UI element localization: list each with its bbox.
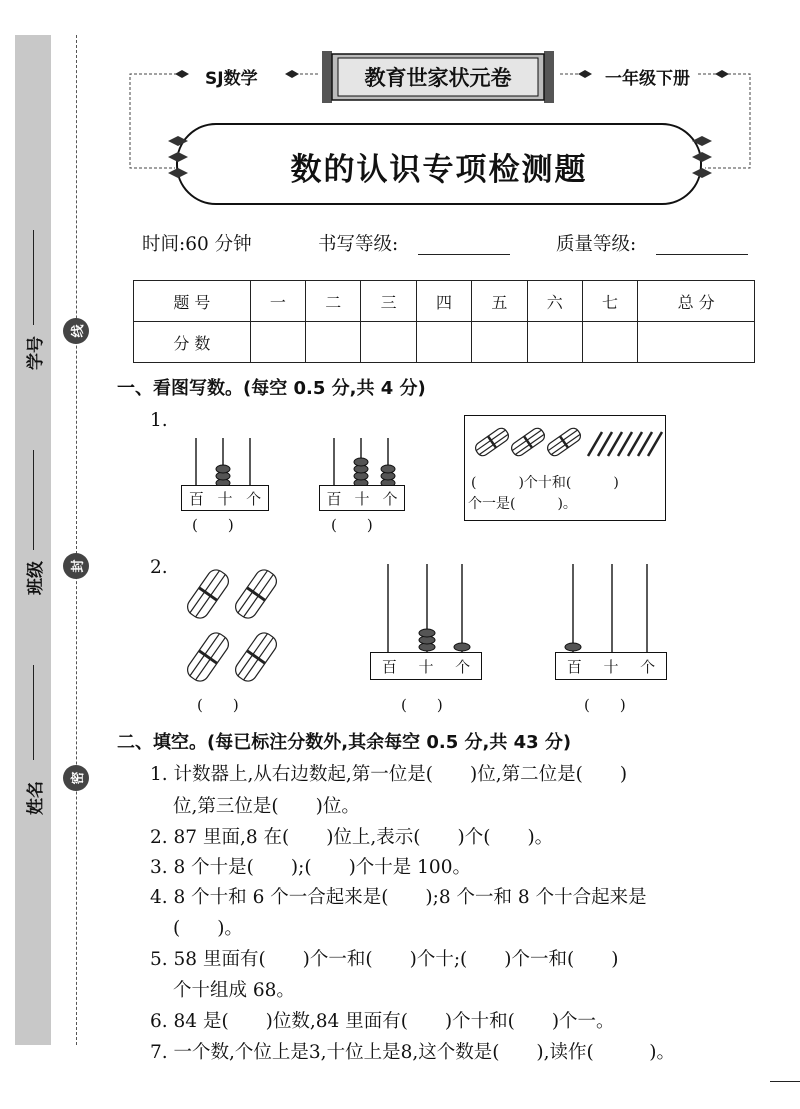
time-label: 时间:60 分钟 [142, 234, 252, 255]
table-cell: 六 [527, 281, 582, 322]
abacus-3-base [370, 652, 482, 680]
table-cell: 五 [472, 281, 527, 322]
question-2-number: 2. [150, 557, 168, 578]
place-label: 个 [640, 657, 656, 676]
place-label: 百 [188, 489, 204, 508]
cut-line [76, 35, 77, 1045]
fill-item[interactable]: 5. 58 里面有( )个一和( )个十;( )个一和( ) [150, 949, 619, 970]
page-title: 数的认识专项检测题 [290, 152, 588, 188]
mark-secret: 密 [63, 765, 89, 791]
fill-item[interactable]: 4. 8 个十和 6 个一合起来是( );8 个一和 8 个十合起来是 [150, 887, 647, 908]
score-table [133, 280, 755, 363]
series-scroll [322, 48, 554, 106]
class-line [33, 450, 34, 550]
score-cell[interactable] [250, 322, 305, 363]
fill-item[interactable]: 3. 8 个十是( );( )个十是 100。 [150, 857, 471, 878]
place-label: 十 [354, 489, 370, 508]
place-label: 百 [381, 657, 397, 676]
table-cell: 七 [582, 281, 637, 322]
place-label: 十 [603, 657, 619, 676]
table-cell: 总 分 [638, 281, 755, 322]
answer-blank[interactable]: ( ) [192, 516, 234, 534]
score-cell[interactable] [306, 322, 361, 363]
place-label: 十 [217, 489, 233, 508]
mark-seal: 封 [63, 553, 89, 579]
bundles-line-1[interactable]: ( )个十和( ) [471, 475, 619, 491]
section2-title: 二、填空。(每已标注分数外,其余每空 0.5 分,共 43 分) [117, 732, 572, 753]
place-label: 百 [326, 489, 342, 508]
fill-item[interactable]: 2. 87 里面,8 在( )位上,表示( )个( )。 [150, 827, 554, 848]
series-title: 教育世家状元卷 [364, 66, 512, 90]
answer-blank[interactable]: ( ) [197, 696, 239, 714]
stick-bundles-icon [470, 420, 665, 470]
score-cell[interactable] [361, 322, 416, 363]
abacus-2-base [319, 485, 405, 511]
fill-item[interactable]: 6. 84 是( )位数,84 里面有( )个十和( )个一。 [150, 1011, 615, 1032]
score-cell[interactable] [638, 322, 755, 363]
table-row [134, 322, 755, 363]
abacus-1-rods [180, 435, 280, 490]
answer-blank[interactable]: ( ) [401, 696, 443, 714]
place-label: 个 [382, 489, 398, 508]
table-cell: 分 数 [134, 322, 251, 363]
name-label: 姓名 [26, 781, 46, 815]
mark-line: 线 [63, 318, 89, 344]
question-1-number: 1. [150, 410, 168, 431]
writing-grade-input[interactable] [418, 254, 510, 255]
abacus-2-rods [318, 435, 418, 490]
quality-grade-label: 质量等级: [556, 234, 637, 255]
student-id-line [33, 230, 34, 325]
page-corner-mark [770, 1081, 800, 1082]
score-cell[interactable] [472, 322, 527, 363]
abacus-4-rods [555, 562, 675, 654]
score-cell[interactable] [582, 322, 637, 363]
table-cell: 题 号 [134, 281, 251, 322]
fill-item[interactable]: 1. 计数器上,从右边数起,第一位是( )位,第二位是( ) [150, 764, 628, 785]
fill-item[interactable]: 7. 一个数,个位上是3,十位上是8,这个数是( ),读作( )。 [150, 1042, 675, 1063]
section1-title: 一、看图写数。(每空 0.5 分,共 4 分) [117, 378, 426, 399]
score-cell[interactable] [527, 322, 582, 363]
subject-label: SJ数学 [205, 69, 258, 89]
place-label: 个 [246, 489, 262, 508]
bundles-line-2[interactable]: 个一是( )。 [468, 496, 577, 512]
table-cell: 四 [416, 281, 471, 322]
place-label: 百 [566, 657, 582, 676]
four-bundles-icon [180, 562, 290, 692]
abacus-1-base [181, 485, 269, 511]
fill-item[interactable]: 位,第三位是( )位。 [173, 796, 360, 817]
abacus-4-base [555, 652, 667, 680]
grade-label: 一年级下册 [605, 69, 690, 89]
student-id-label: 学号 [26, 336, 46, 370]
answer-blank[interactable]: ( ) [584, 696, 626, 714]
place-label: 十 [418, 657, 434, 676]
fill-item[interactable]: 个十组成 68。 [173, 980, 295, 1001]
answer-blank[interactable]: ( ) [331, 516, 373, 534]
table-row [134, 281, 755, 322]
table-cell: 三 [361, 281, 416, 322]
score-cell[interactable] [416, 322, 471, 363]
place-label: 个 [455, 657, 471, 676]
table-cell: 一 [250, 281, 305, 322]
name-line [33, 665, 34, 760]
fill-item[interactable]: ( )。 [173, 918, 243, 939]
class-label: 班级 [26, 561, 46, 595]
abacus-3-rods [370, 562, 490, 654]
writing-grade-label: 书写等级: [318, 234, 399, 255]
quality-grade-input[interactable] [656, 254, 748, 255]
table-cell: 二 [306, 281, 361, 322]
